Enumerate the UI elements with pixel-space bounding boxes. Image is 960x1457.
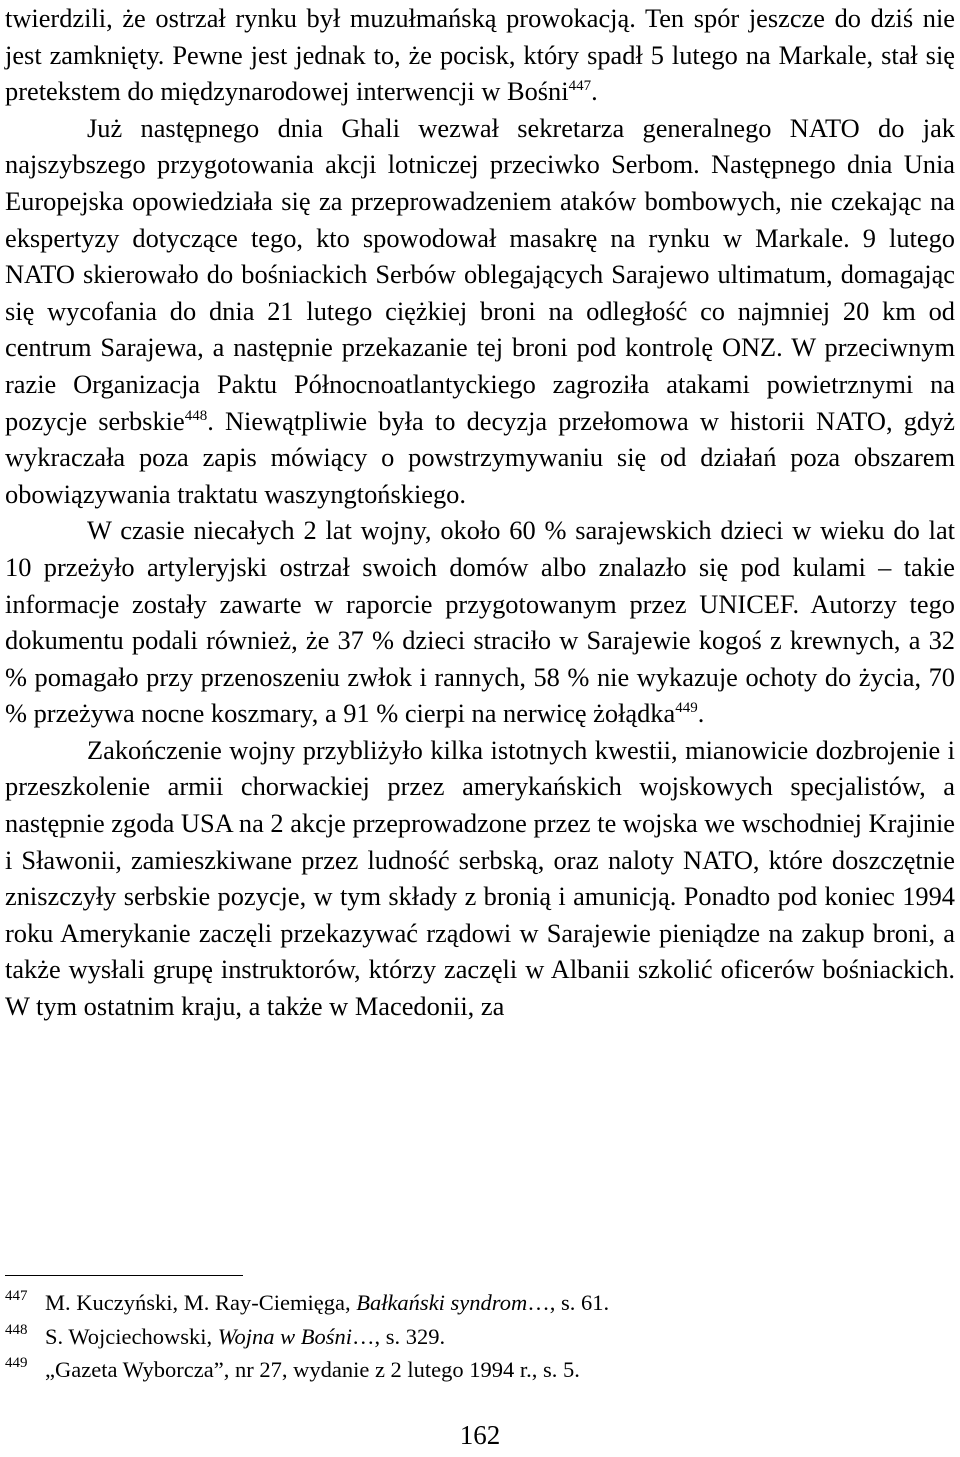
paragraph-text: . [697,698,705,729]
footnote-text [45,1288,609,1319]
footnote-number: 447 [5,1288,28,1304]
paragraph-4 [5,732,955,1025]
footnote-text [45,1322,445,1353]
paragraph-2 [5,110,955,513]
footnote-separator [5,1275,243,1276]
footnote-text-before: M. Kuczyński, M. Ray-Ciemięga, [45,1290,357,1315]
footnote-ref-447: 447 [568,78,592,95]
footnote-447 [5,1288,945,1322]
footnote-ref-449: 449 [675,700,698,717]
page-number: 162 [459,1420,501,1450]
footnote-text-after: …, s. 61. [527,1290,610,1315]
paragraph-1 [5,0,955,110]
paragraph-3 [5,512,955,732]
paragraph-text: W czasie niecałych 2 lat wojny, około 60 % sarajewskich dzieci w wieku do lat 10 przeżyło artyleryjski ostrzał swoich domów albo znalazło się pod kulami – takie informacje zostały zawarte w raporcie przygotowanym przez UNICEF. Autorzy tego dokumentu podali również, że 37 % dzieci straciło w Sarajewie kogoś z krewnych, a 32 % pomagało przy przenoszeniu zwłok i rannych, 58 % nie wykazuje ochoty do życia, 70 % przeżywa nocne koszmary, a 91 % cierpi na nerwicę żołądka [5,515,955,729]
document-page [5,0,955,1025]
footnote-text-after: …, s. 329. [351,1323,446,1349]
footnote-text [45,1355,580,1386]
footnote-text-before: „Gazeta Wyborcza”, nr 27, wydanie z 2 lutego 1994 r., s. 5. [45,1357,580,1382]
footnote-number: 449 [5,1355,28,1371]
paragraph-text: Zakończenie wojny przybliżyło kilka istotnych kwestii, mianowicie dozbrojenie i przeszkolenie armii chorwackiej przez amerykańskich wojskowych specjalistów, a następnie zgoda USA na 2 akcje przeprowadzone przez te wojska we wschodniej Krajinie i Sławonii, zamieszkiwane przez ludność serbską, oraz naloty NATO, które doszczętnie zniszczyły serbskie pozycje, w tym składy z bronią i amunicją. Ponadto pod koniec 1994 roku Amerykanie zaczęli przekazywać rządowi w Sarajewie pieniądze na zakup broni, a także wysłali grupę instruktorów, którzy zaczęli w Albanii szkolić oficerów bośniackich. W tym ostatnim kraju, a także w Macedonii, za [5,734,955,1022]
paragraph-text: Już następnego dnia Ghali wezwał sekretarza generalnego NATO do jak najszybszego przygotowania akcji lotniczej przeciwko Serbom. Następnego dnia Unia Europejska opowiedziała się za przeprowadzeniem ataków bombowych, nie czekając na ekspertyzy dotyczące tego, kto spowodował masakrę na rynku w Markale. 9 lutego NATO skierowało do bośniackich Serbów oblegających Sarajewo ultimatum, domagając się wycofania do dnia 21 lutego ciężkiej broni na odległość co najmniej 20 km od centrum Sarajewa, a następnie przekazanie tej broni pod kontrolę ONZ. W przeciwnym razie Organizacja Paktu Północnoatlantyckiego zagroziła atakami powietrznymi na pozycje serbskie [5,112,955,436]
footnote-number: 448 [5,1321,28,1338]
footnotes [5,1288,945,1389]
paragraph-text: . Niewątpliwie była to decyzja przełomowa w historii NATO, gdyż wykraczała poza zapis mówiący o powstrzymywaniu się od działań poza obszarem obowiązywania traktatu waszyngtońskiego. [5,405,955,509]
footnote-text-before: S. Wojciechowski, [45,1323,218,1349]
footnote-title: Wojna w Bośni [217,1323,352,1349]
footnote-title: Bałkański syndrom [356,1290,528,1315]
body-text [5,0,955,1025]
paragraph-text: twierdzili, że ostrzał rynku był muzułmańską prowokacją. Ten spór jeszcze do dziś nie jest zamknięty. Pewne jest jednak to, że pocisk, który spadł 5 lutego na Markale, stał się pretekstem do międzynarodowej interwencji w Bośni [5,3,955,107]
footnote-448 [5,1322,945,1356]
footnote-ref-448: 448 [184,407,208,424]
paragraph-text: . [591,76,598,107]
footnote-449 [5,1355,945,1389]
